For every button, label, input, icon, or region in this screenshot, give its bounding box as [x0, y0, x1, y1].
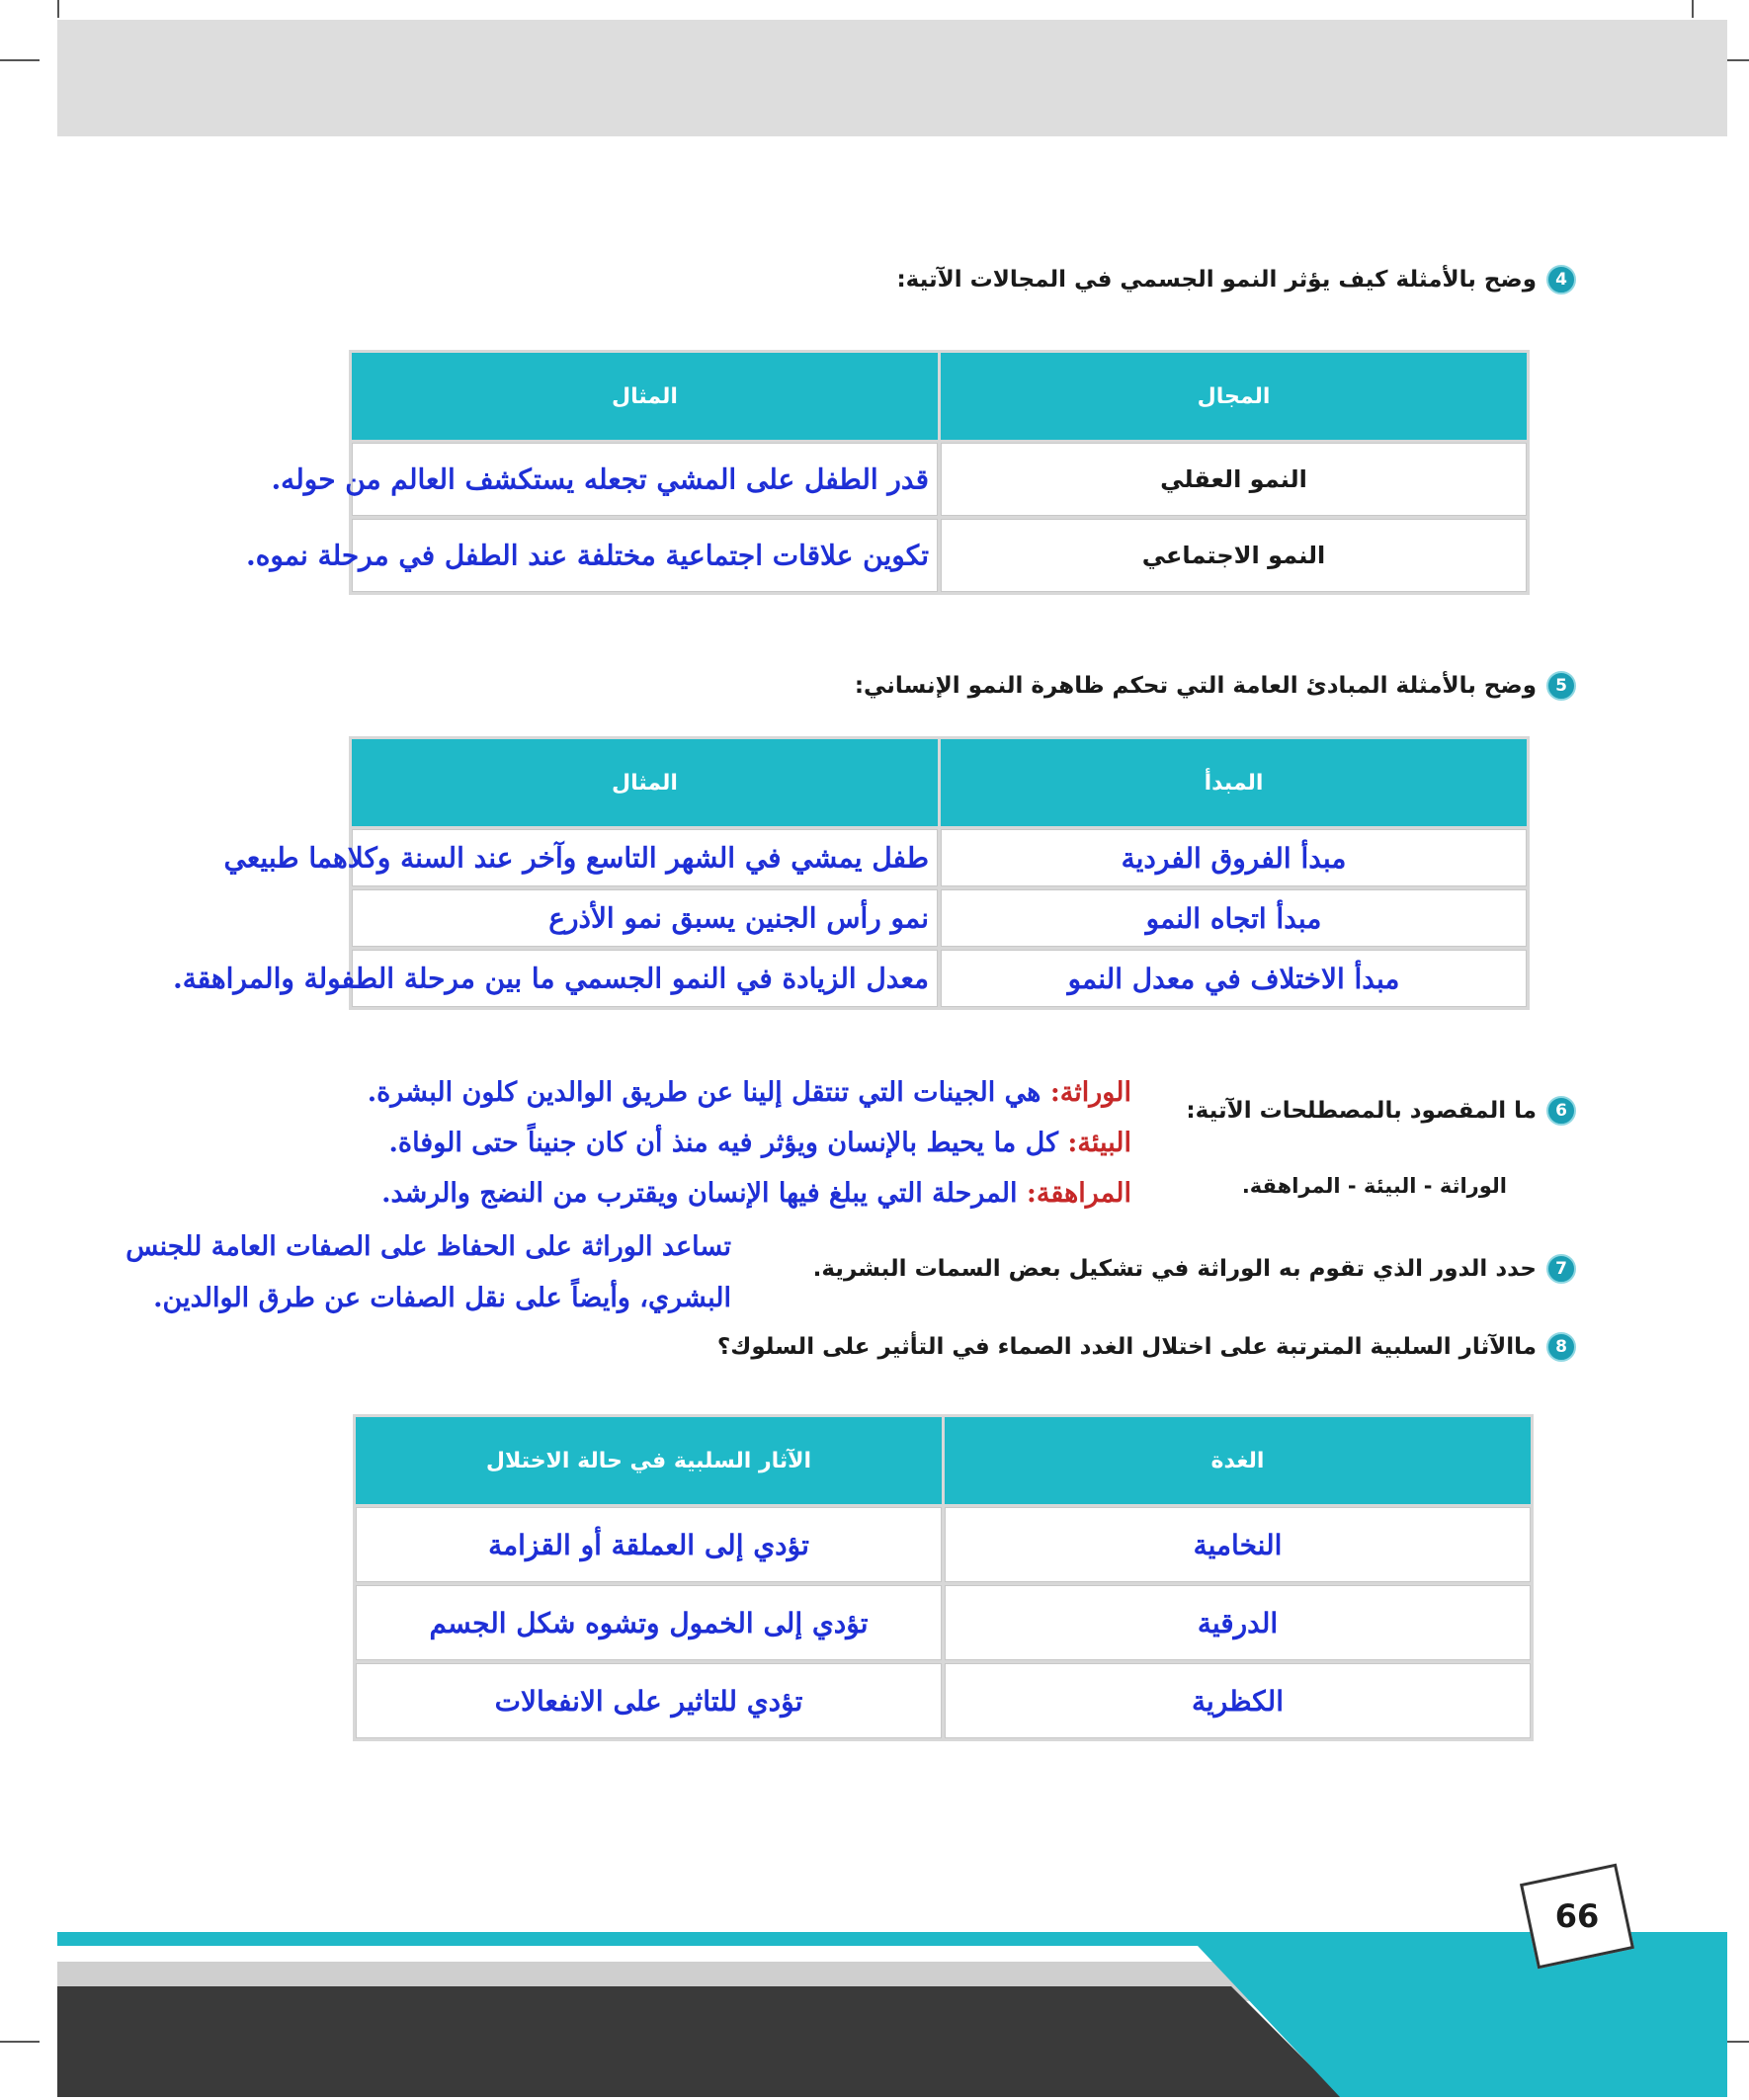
question-5 — [855, 671, 1576, 701]
gland-cell: النخامية — [1193, 1528, 1283, 1561]
table-row — [352, 889, 1527, 947]
footer-stripe — [57, 1932, 1727, 1946]
table-row — [352, 950, 1527, 1007]
column-header-principle: المبدأ — [941, 739, 1527, 826]
question-text: وضح بالأمثلة كيف يؤثر النمو الجسمي في المجالات الآتية: — [896, 267, 1537, 293]
table-row — [356, 1507, 1531, 1582]
definition-line — [368, 1118, 1131, 1168]
table-row — [352, 829, 1527, 886]
table-row — [356, 1663, 1531, 1738]
crop-mark — [57, 0, 59, 18]
question-7 — [813, 1254, 1576, 1284]
definition-term: البيئة: — [1067, 1128, 1131, 1158]
q5-table — [172, 736, 1530, 1010]
field-cell: النمو الاجتماعي — [1141, 542, 1326, 569]
question-number-badge: 7 — [1546, 1254, 1576, 1284]
definition-text: هي الجينات التي تنتقل إلينا عن طريق الوالدين كلون البشرة. — [367, 1077, 1041, 1108]
effect-cell: تؤدي إلى الخمول وتشوه شكل الجسم — [429, 1606, 869, 1639]
definition-text: كل ما يحيط بالإنسان ويؤثر فيه منذ أن كان جنيناً حتى الوفاة. — [388, 1128, 1058, 1158]
question-number-badge: 4 — [1546, 265, 1576, 294]
question-6 — [1186, 1096, 1576, 1126]
principle-cell: مبدأ اتجاه النمو — [1145, 901, 1322, 935]
principle-cell: مبدأ الفروق الفردية — [1121, 841, 1347, 875]
answer-text: قدر الطفل على المشي تجعله يستكشف العالم من حوله. — [271, 462, 929, 496]
q4-table — [245, 350, 1530, 595]
definition-term: المراهقة: — [1026, 1178, 1131, 1209]
principle-cell: مبدأ الاختلاف في معدل النمو — [1067, 962, 1400, 995]
gland-cell: الكظرية — [1192, 1684, 1284, 1718]
definition-text: المرحلة التي يبلغ فيها الإنسان ويقترب من النضج والرشد. — [381, 1178, 1018, 1209]
table-row — [356, 1585, 1531, 1660]
page-number-badge — [1528, 1873, 1626, 1960]
field-cell: النمو العقلي — [1160, 465, 1307, 493]
table-row — [352, 519, 1527, 592]
column-header-example: المثال — [352, 353, 938, 440]
crop-mark — [1692, 0, 1694, 18]
terms-list: الوراثة - البيئة - المراهقة. — [1241, 1174, 1507, 1198]
column-header-gland: الغدة — [945, 1417, 1531, 1504]
question-number-badge: 5 — [1546, 671, 1576, 701]
answer-text: تكوين علاقات اجتماعية مختلفة عند الطفل في مرحلة نموه. — [245, 539, 929, 572]
crop-mark — [0, 2041, 40, 2043]
definition-line — [368, 1168, 1131, 1218]
definition-term: الوراثة: — [1049, 1077, 1131, 1108]
effect-cell: تؤدي للتاثير على الانفعالات — [494, 1684, 803, 1718]
definitions-answer — [368, 1067, 1131, 1218]
header-band — [57, 20, 1727, 136]
answer-text: طفل يمشي في الشهر التاسع وآخر عند السنة وكلاهما طبيعي — [223, 841, 929, 875]
crop-mark — [0, 59, 40, 61]
gland-cell: الدرقية — [1197, 1606, 1279, 1639]
column-header-effects: الآثار السلبية في حالة الاختلال — [356, 1417, 942, 1504]
answer-line: تساعد الوراثة على الحفاظ على الصفات العامة للجنس — [125, 1231, 731, 1262]
q7-answer — [125, 1221, 731, 1324]
question-8 — [717, 1332, 1576, 1362]
question-number-badge: 6 — [1546, 1096, 1576, 1126]
definition-line — [368, 1067, 1131, 1118]
column-header-example: المثال — [352, 739, 938, 826]
question-text: ما المقصود بالمصطلحات الآتية: — [1186, 1098, 1537, 1124]
q8-table — [353, 1414, 1534, 1741]
effect-cell: تؤدي إلى العملقة أو القزامة — [488, 1528, 809, 1561]
column-header-field: المجال — [941, 353, 1527, 440]
answer-text: معدل الزيادة في النمو الجسمي ما بين مرحلة الطفولة والمراهقة. — [172, 962, 929, 995]
table-row — [352, 443, 1527, 516]
answer-text: نمو رأس الجنين يسبق نمو الأذرع — [548, 901, 929, 935]
question-text: حدد الدور الذي تقوم به الوراثة في تشكيل بعض السمات البشرية. — [812, 1256, 1537, 1282]
question-text: وضح بالأمثلة المبادئ العامة التي تحكم ظاهرة النمو الإنساني: — [854, 673, 1537, 699]
page-number: 66 — [1554, 1897, 1600, 1935]
question-number-badge: 8 — [1546, 1332, 1576, 1362]
answer-line: البشري، وأيضاً على نقل الصفات عن طرق الوالدين. — [153, 1283, 731, 1313]
question-text: ماالآثار السلبية المترتبة على اختلال الغدد الصماء في التأثير على السلوك؟ — [716, 1334, 1537, 1360]
question-4 — [896, 265, 1576, 294]
